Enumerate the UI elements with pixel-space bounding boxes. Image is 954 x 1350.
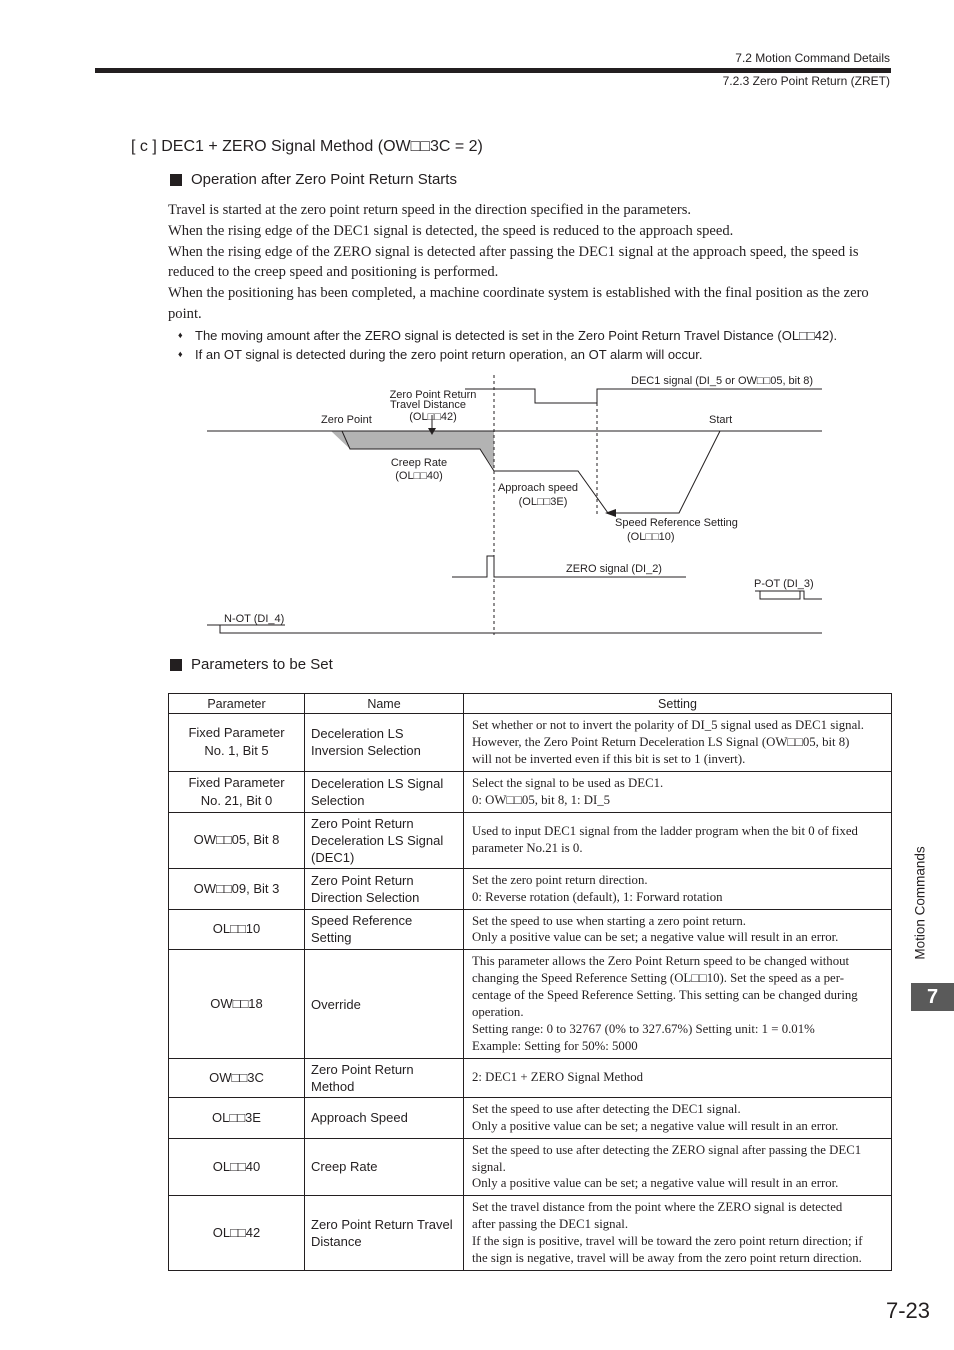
n-ot-label: N-OT (DI_4) (224, 613, 285, 625)
approach-speed-param: (OL□□3E) (518, 496, 568, 508)
param-cell: Fixed Parameter No. 1, Bit 5 (169, 714, 305, 772)
bullet-text: If an OT signal is detected during the zero point return operation, an OT alarm will occur. (195, 347, 703, 362)
name-cell: Speed Reference Setting (305, 909, 464, 950)
param-cell: OW□□3C (169, 1058, 305, 1097)
name-cell: Override (305, 950, 464, 1058)
name-cell: Zero Point Return Deceleration LS Signal (DEC1) (305, 812, 464, 868)
table-row (169, 812, 892, 868)
zero-point-label: Zero Point (321, 414, 372, 426)
chapter-side-label (905, 840, 935, 965)
name-cell: Zero Point Return Travel Distance (305, 1196, 464, 1271)
page-number: 7-23 (885, 1298, 930, 1323)
name-cell: Approach Speed (305, 1097, 464, 1138)
n-ot-signal-line (207, 625, 822, 633)
diamond-bullet-icon: ♦ (178, 349, 183, 359)
chapter-side-label-text: Motion Commands (912, 845, 928, 960)
name-cell: Zero Point Return Direction Selection (305, 868, 464, 909)
speed-reference-label: Speed Reference Setting (615, 517, 738, 529)
setting-cell: Select the signal to be used as DEC1. 0: OW□□05, bit 8, 1: DI_5 (464, 771, 892, 812)
paragraph: Travel is started at the zero point return speed in the direction specified in the parameters. (168, 202, 692, 218)
table-row (169, 868, 892, 909)
note-bullets (178, 326, 890, 364)
param-cell: OW□□09, Bit 3 (169, 868, 305, 909)
setting-cell: Set the zero point return direction. 0: Reverse rotation (default), 1: Forward rotation (464, 868, 892, 909)
bullet-item (178, 326, 890, 345)
column-header: Parameter (169, 694, 305, 714)
start-label: Start (709, 414, 733, 426)
travel-distance-label: Zero Point Return (389, 389, 477, 401)
approach-speed-label: Approach speed (497, 482, 579, 494)
param-cell: OL□□3E (169, 1097, 305, 1138)
operation-heading-text: Operation after Zero Point Return Starts (191, 171, 457, 188)
table-row (169, 714, 892, 772)
header-section: 7.2 Motion Command Details (735, 51, 890, 65)
paragraph: When the rising edge of the ZERO signal is detected after passing the DEC1 signal at the approach speed, the speed is reduced to the creep speed and positioning is performed. (168, 243, 859, 281)
param-cell: OL□□40 (169, 1138, 305, 1196)
column-header: Name (305, 694, 464, 714)
paragraph: When the positioning has been completed, a machine coordinate system is established with the final position as the zero point. (168, 285, 869, 322)
p-ot-signal-line (760, 591, 822, 599)
table-row (169, 1097, 892, 1138)
bullet-item (178, 345, 890, 364)
setting-cell: Set the speed to use when starting a zero point return. Only a positive value can be set; a negative value will result in an error. (464, 909, 892, 950)
table-row (169, 771, 892, 812)
dec1-signal-line (465, 389, 822, 403)
zero-signal-label: ZERO signal (DI_2) (566, 563, 662, 575)
table-row (169, 950, 892, 1058)
chapter-tab: 7 (911, 983, 954, 1011)
setting-cell: Used to input DEC1 signal from the ladder program when the bit 0 of fixed parameter No.21 is 0. (464, 812, 892, 868)
name-cell: Creep Rate (305, 1138, 464, 1196)
section-title: [ c ] DEC1 + ZERO Signal Method (OW□□3C = 2) (131, 138, 483, 155)
table-row (169, 1196, 892, 1271)
setting-cell: Set the speed to use after detecting the ZERO signal after passing the DEC1 signal. Only a positive value can be set; a negative value will result in an error. (464, 1138, 892, 1196)
creep-rate-label: Creep Rate (390, 457, 448, 469)
table-header-row (169, 694, 892, 714)
setting-cell: This parameter allows the Zero Point Return speed to be changed without changing the Speed Reference Setting (OL□□10). Set the speed as a per- centage of the Speed Reference Setting. This setting can be changed during operation. Setting range: 0 to 32767 (0% to 327.67%) Setting unit: 1 = 0.01% Example: Setting for 50%: 5000 (464, 950, 892, 1058)
diamond-bullet-icon: ♦ (178, 330, 183, 340)
header-rule (95, 68, 891, 73)
parameters-heading (170, 656, 333, 673)
arrow-head-icon (605, 509, 616, 517)
parameters-table (168, 693, 892, 1271)
operation-description (168, 200, 890, 325)
param-cell: OL□□42 (169, 1196, 305, 1271)
creep-rate-param: (OL□□40) (395, 470, 443, 482)
param-cell: Fixed Parameter No. 21, Bit 0 (169, 771, 305, 812)
name-cell: Deceleration LS Signal Selection (305, 771, 464, 812)
table-row (169, 1138, 892, 1196)
table-row (169, 909, 892, 950)
setting-cell: Set whether or not to invert the polarity of DI_5 signal used as DEC1 signal. However, the Zero Point Return Deceleration LS Signal (OW□□05, bit 8) will not be inverted even if this bit is set to 1 (invert). (464, 714, 892, 772)
setting-cell: 2: DEC1 + ZERO Signal Method (464, 1058, 892, 1097)
travel-distance-param: (OL□□42) (409, 411, 457, 423)
travel-distance-label: Travel Distance (389, 399, 467, 411)
dec1-signal-label: DEC1 signal (DI_5 or OW□□05, bit 8) (631, 375, 814, 387)
setting-cell: Set the speed to use after detecting the DEC1 signal. Only a positive value can be set; a negative value will result in an error. (464, 1097, 892, 1138)
param-cell: OL□□10 (169, 909, 305, 950)
param-cell: OW□□18 (169, 950, 305, 1058)
square-bullet-icon (170, 174, 182, 186)
name-cell: Deceleration LS Inversion Selection (305, 714, 464, 772)
column-header: Setting (464, 694, 892, 714)
p-ot-label: P-OT (DI_3) (754, 578, 814, 590)
bullet-text: The moving amount after the ZERO signal is detected is set in the Zero Point Return Travel Distance (OL□□42). (195, 328, 838, 343)
operation-heading (170, 171, 457, 188)
param-cell: OW□□05, Bit 8 (169, 812, 305, 868)
name-cell: Zero Point Return Method (305, 1058, 464, 1097)
zero-point-return-timing-diagram (200, 370, 830, 640)
table-row (169, 1058, 892, 1097)
square-bullet-icon (170, 659, 182, 671)
header-subsection: 7.2.3 Zero Point Return (ZRET) (722, 74, 890, 88)
paragraph: When the rising edge of the DEC1 signal is detected, the speed is reduced to the approach speed. (168, 222, 734, 239)
speed-reference-param: (OL□□10) (627, 531, 675, 543)
parameters-heading-text: Parameters to be Set (191, 656, 333, 673)
setting-cell: Set the travel distance from the point where the ZERO signal is detected after passing the DEC1 signal. If the sign is positive, travel will be toward the zero point return direction; if the sign is negative, travel will be away from the zero point return direction. (464, 1196, 892, 1271)
